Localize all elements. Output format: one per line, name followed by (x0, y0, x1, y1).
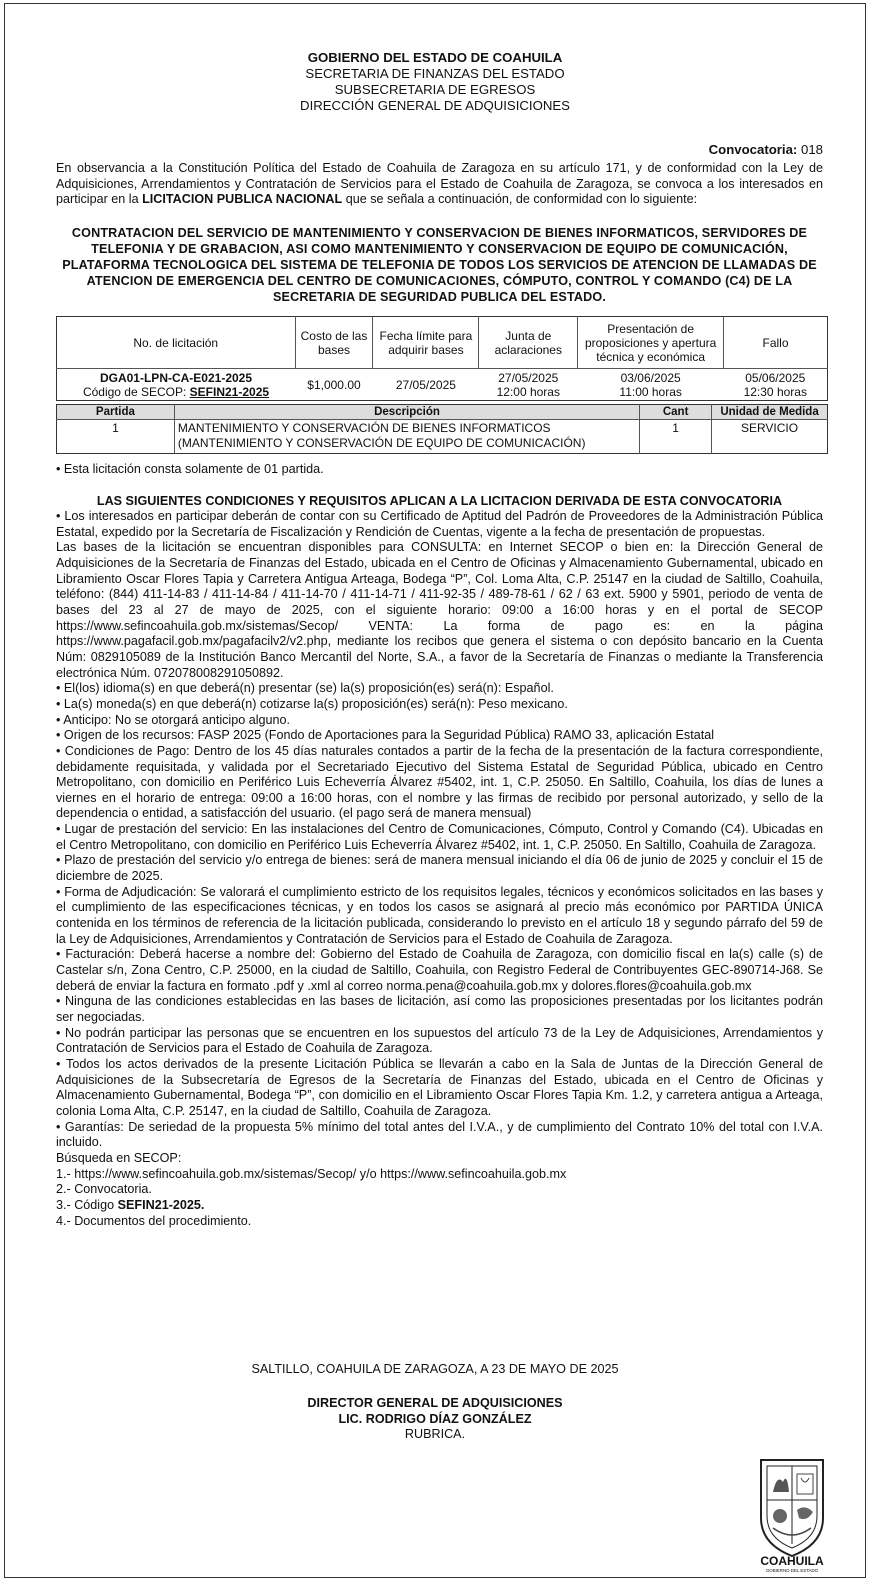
intro-bold: LICITACION PUBLICA NACIONAL (142, 192, 343, 207)
condition-item: Las bases de la licitación se encuentran disponibles para CONSULTA: en Internet SECOP o bien en: la Dirección General de Adquisiciones de la Secretaría de Finanzas del Estado, ubicada en el Centro de Oficinas y Almacenamiento Gubernamental, ubicado en Libramiento Oscar Flores Tapia y Carretera Antigua Arteaga, Bodega “P”, Col. Loma Alta, C.P. 25147 en la ciudad de Saltillo, Coahuila, teléfono: (844) 411-14-83 / 411-14-84 / 411-14-70 / 411-14-71 / 411-92-35 / 489-78-61 / 62 / 63 ext. 5900 y 5901, periodo de venta de bases del 23 al 27 de mayo de 2025, con el siguiente horario: 09:00 a 16:00 horas y en el portal de SECOP https://www.sefincoahuila.gob.mx/sistemas/Secop/ VENTA: La forma de pago es: en la página https://www.pagafacil.gob.mx/pagafacilv2/v2.php, mediante los recibos que genera el sistema o con depósito bancario en la Cuenta Núm: 0829105089 de la Institución Banco Mercantil del Norte, S.A., a favor de la Secretaría de Finanzas o mediante la Transferencia electrónica Núm. 072078008291050892. (56, 540, 823, 680)
condition-item: • Los interesados en participar deberán de contar con su Certificado de Aptitud del Padrón de Proveedores de la Administración Pública Estatal, expedido por la Secretaría de Fiscalización y Rendición de Cuentas, vigente a la fecha de presentación de propuestas. (56, 509, 823, 539)
conditions-body (56, 509, 823, 1229)
seal-brand: COAHUILA (760, 1554, 824, 1568)
document-header (5, 50, 865, 114)
condition-item: • Todos los actos derivados de la presente Licitación Pública se llevarán a cabo en la Sala de Juntas de la Dirección General de Adquisiciones de la Subsecretaría de Egresos de la Secretaría de Finanzas del Estado, ubicada en el Centro de Oficinas y Almacenamiento Gubernamental, Bodega “P”, con domicilio en el Libramiento Oscar Flores Tapia Km. 1.2, y carretera antigua a Arteaga, colonia Loma Alta, C.P. 25147, en la ciudad de Saltillo, Coahuila de Zaragoza. (56, 1056, 823, 1118)
condition-item: • No podrán participar las personas que se encuentren en los supuestos del artículo 73 de la Ley de Adquisiciones, Arrendamientos y Contratación de Servicios para el Estado de Coahuila de Zaragoza. (56, 1025, 823, 1056)
place-date: SALTILLO, COAHUILA DE ZARAGOZA, A 23 DE MAYO DE 2025 (251, 1362, 619, 1376)
cell-descripcion: MANTENIMIENTO Y CONSERVACIÓN DE BIENES INFORMATICOS (MANTENIMIENTO Y CONSERVACIÓN DE EQUIPO DE COMUNICACIÓN) (174, 420, 639, 454)
presentacion-hora: 11:00 horas (619, 384, 682, 399)
header-descripcion: Descripción (174, 405, 639, 420)
header-cant: Cant (640, 405, 712, 420)
cell-cant: 1 (640, 420, 712, 454)
header-direccion: DIRECCIÓN GENERAL DE ADQUISICIONES (300, 98, 570, 113)
table-row (57, 420, 828, 454)
junta-hora: 12:00 horas (496, 384, 560, 399)
cell-fallo (724, 369, 828, 401)
partidas-table (56, 404, 828, 454)
partida-note: • Esta licitación consta solamente de 01 partida. (56, 462, 324, 476)
busqueda-step-1: 1.- https://www.sefincoahuila.gob.mx/sistemas/Secop/ y/o https://www.sefincoahuila.gob.mx (56, 1166, 567, 1181)
header-government: GOBIERNO DEL ESTADO DE COAHUILA (307, 50, 563, 65)
signature-block (5, 1396, 865, 1443)
coahuila-coat-of-arms-icon (747, 1452, 837, 1574)
header-fallo: Fallo (724, 317, 828, 369)
condition-item: • Facturación: Deberá hacerse a nombre del: Gobierno del Estado de Coahuila de Zaragoza, con domicilio fiscal en la(s) calle (s) de Castelar s/n, Zona Centro, C.P. 25000, en la ciudad de Saltillo, Coahuila, con Registro Federal de Contribuyentes GEC-890714-J68. Se deberá de enviar la factura en formato .pdf y .xml al correo norma.pena@coahuila.gob.mx y dolores.flores@coahuila.gob.mx (56, 947, 823, 993)
busqueda-step-3-code: SEFIN21-2025. (117, 1197, 205, 1212)
licitacion-table (56, 316, 828, 401)
condition-item: • Condiciones de Pago: Dentro de los 45 días naturales contados a partir de la fecha de la presentación de la factura correspondiente, debidamente requisitada, y validada por el Secretariado Ejecutivo del Sistema Estatal de Seguridad Pública, ubicado en Centro Metropolitano, con domicilio en Periférico Luis Echeverría Álvarez #5402, int. 1, C.P. 25050. En Saltillo, Coahuila, los días de lunes a viernes en el horario de entrega: 09:00 a 16:00 horas, con el nombre y las firmas de recibido por personal autorizado, y sello de la dependencia o entidad, a satisfacción del usuario. (el pago será de manera mensual) (56, 743, 823, 821)
condition-item: • Anticipo: No se otorgará anticipo alguno. (56, 712, 291, 727)
header-junta: Junta de aclaraciones (479, 317, 578, 369)
header-subsecretaria: SUBSECRETARIA DE EGRESOS (334, 82, 536, 97)
secop-code-line (59, 385, 293, 399)
conditions-title: LAS SIGUIENTES CONDICIONES Y REQUISITOS APLICAN A LA LICITACION DERIVADA DE ESTA CONVOCATORIA (96, 494, 783, 508)
signer-name: LIC. RODRIGO DÍAZ GONZÁLEZ (338, 1411, 532, 1426)
busqueda-step-4: 4.- Documentos del procedimiento. (56, 1213, 252, 1228)
condition-item: • Forma de Adjudicación: Se valorará el cumplimiento estricto de los requisitos legales, técnicos y económicos solicitados en las bases y el cumplimiento de las especificaciones técnicas, y en todos los casos se asignará al precio más económico por PARTIDA ÚNICA contenida en los términos de referencia de la licitación publicada, considerando lo previsto en el artículo 18 y segundo párrafo del 59 de la Ley de Adquisiciones, Arrendamientos y Contratación de Servicios para el Estado de Coahuila de Zaragoza. (56, 884, 823, 946)
busqueda-step-3 (56, 1198, 823, 1214)
table-row (57, 369, 828, 401)
busqueda-step-3-prefix: 3.- Código (56, 1197, 118, 1212)
intro-text-b: que se señala a continuación, de conformidad con lo siguiente: (342, 192, 698, 207)
busqueda-step-2: 2.- Convocatoria. (56, 1182, 152, 1197)
cell-fecha-limite: 27/05/2025 (373, 369, 479, 401)
fallo-hora: 12:30 horas (743, 384, 807, 399)
licitacion-numero: DGA01-LPN-CA-E021-2025 (99, 370, 253, 385)
cell-numero (57, 369, 296, 401)
condition-item: • El(los) idioma(s) en que deberá(n) presentar (se) la(s) proposición(es) será(n): Español. (56, 681, 554, 696)
licitacion-header-row (57, 317, 828, 369)
condition-item: • Garantías: De seriedad de la propuesta 5% mínimo del total antes del I.V.A., y de cumplimiento del Contrato 10% del total con I.V.A. incluido. (56, 1119, 823, 1150)
header-secretaria: SECRETARIA DE FINANZAS DEL ESTADO (305, 66, 565, 81)
cell-partida: 1 (57, 420, 175, 454)
header-no-licitacion: No. de licitación (133, 335, 219, 350)
fallo-fecha: 05/06/2025 (745, 370, 806, 385)
partidas-header-row (57, 405, 828, 420)
condition-item: • Lugar de prestación del servicio: En las instalaciones del Centro de Comunicaciones, Cómputo, Control y Comando (C4). Ubicadas en el Centro Metropolitano, con domicilio en Periférico Luis Echeverría Álvarez #5402, int. 1, C.P. 25050. En Saltillo, Coahuila de Zaragoza. (56, 822, 823, 852)
intro-paragraph (56, 161, 823, 208)
header-unidad: Unidad de Medida (712, 405, 828, 420)
rubrica: RUBRICA. (404, 1427, 466, 1441)
condition-item: • Origen de los recursos: FASP 2025 (Fondo de Aportaciones para la Seguridad Pública) RAMO 33, aplicación Estatal (56, 728, 715, 743)
convocatoria-value: 018 (800, 142, 823, 157)
condition-item: • Ninguna de las condiciones establecidas en las bases de licitación, así como las proposiciones presentadas por los licitantes podrán ser negociadas. (56, 994, 823, 1024)
signer-role: DIRECTOR GENERAL DE ADQUISICIONES (307, 1396, 563, 1410)
secop-label: Código de SECOP: (82, 384, 190, 399)
condition-item: • Plazo de prestación del servicio y/o entrega de bienes: será de manera mensual iniciando el día 06 de junio de 2025 y concluir el 15 de diciembre de 2025. (56, 853, 823, 884)
seal-subtitle: GOBIERNO DEL ESTADO (765, 1568, 819, 1573)
presentacion-fecha: 03/06/2025 (620, 370, 681, 385)
busqueda-title: Búsqueda en SECOP: (56, 1150, 182, 1165)
secop-code: SEFIN21-2025 (189, 384, 270, 399)
header-costo: Costo de las bases (295, 317, 373, 369)
header-presentacion: Presentación de proposiciones y apertura técnica y económica (578, 317, 724, 369)
cell-costo: $1,000.00 (295, 369, 373, 401)
condition-item: • La(s) moneda(s) en que deberá(n) cotizarse la(s) proposición(es) será(n): Peso mexicano. (56, 696, 568, 711)
header-partida: Partida (57, 405, 175, 420)
junta-fecha: 27/05/2025 (498, 370, 559, 385)
cell-unidad: SERVICIO (712, 420, 828, 454)
convocatoria-label: Convocatoria: (708, 142, 798, 157)
cell-presentacion (578, 369, 724, 401)
cell-junta (479, 369, 578, 401)
convocatoria-number (709, 142, 823, 158)
convocatoria-page (4, 3, 866, 1578)
header-fecha-limite: Fecha límite para adquirir bases (373, 317, 479, 369)
intro-text-a: En observancia a la Constitución Política del Estado de Coahuila de Zaragoza en su artículo 171, y de conformidad con la Ley de Adquisiciones, Arrendamientos y Contratación de Servicios para el Estado de Coahuila de Zaragoza, se convoca a los interesados en participar en la (56, 161, 823, 207)
licitacion-objeto: CONTRATACION DEL SERVICIO DE MANTENIMIENTO Y CONSERVACION DE BIENES INFORMATICOS, SERVIDORES DE TELEFONIA Y DE GRABACION, ASI COMO MANTENIMIENTO Y CONSERVACION DE EQUIPO DE COMUNICACIÓN, PLATAFORMA TECNOLOGICA DEL SISTEMA DE TELEFONIA DE TODOS LOS SERVICIOS DE ATENCION DE LLAMADAS DE ATENCION DE EMERGENCIA DEL CENTRO DE COMUNICACIONES, CÓMPUTO, CONTROL Y COMANDO (C4) DE LA SECRETARIA DE SEGURIDAD PUBLICA DEL ESTADO. (62, 226, 817, 304)
